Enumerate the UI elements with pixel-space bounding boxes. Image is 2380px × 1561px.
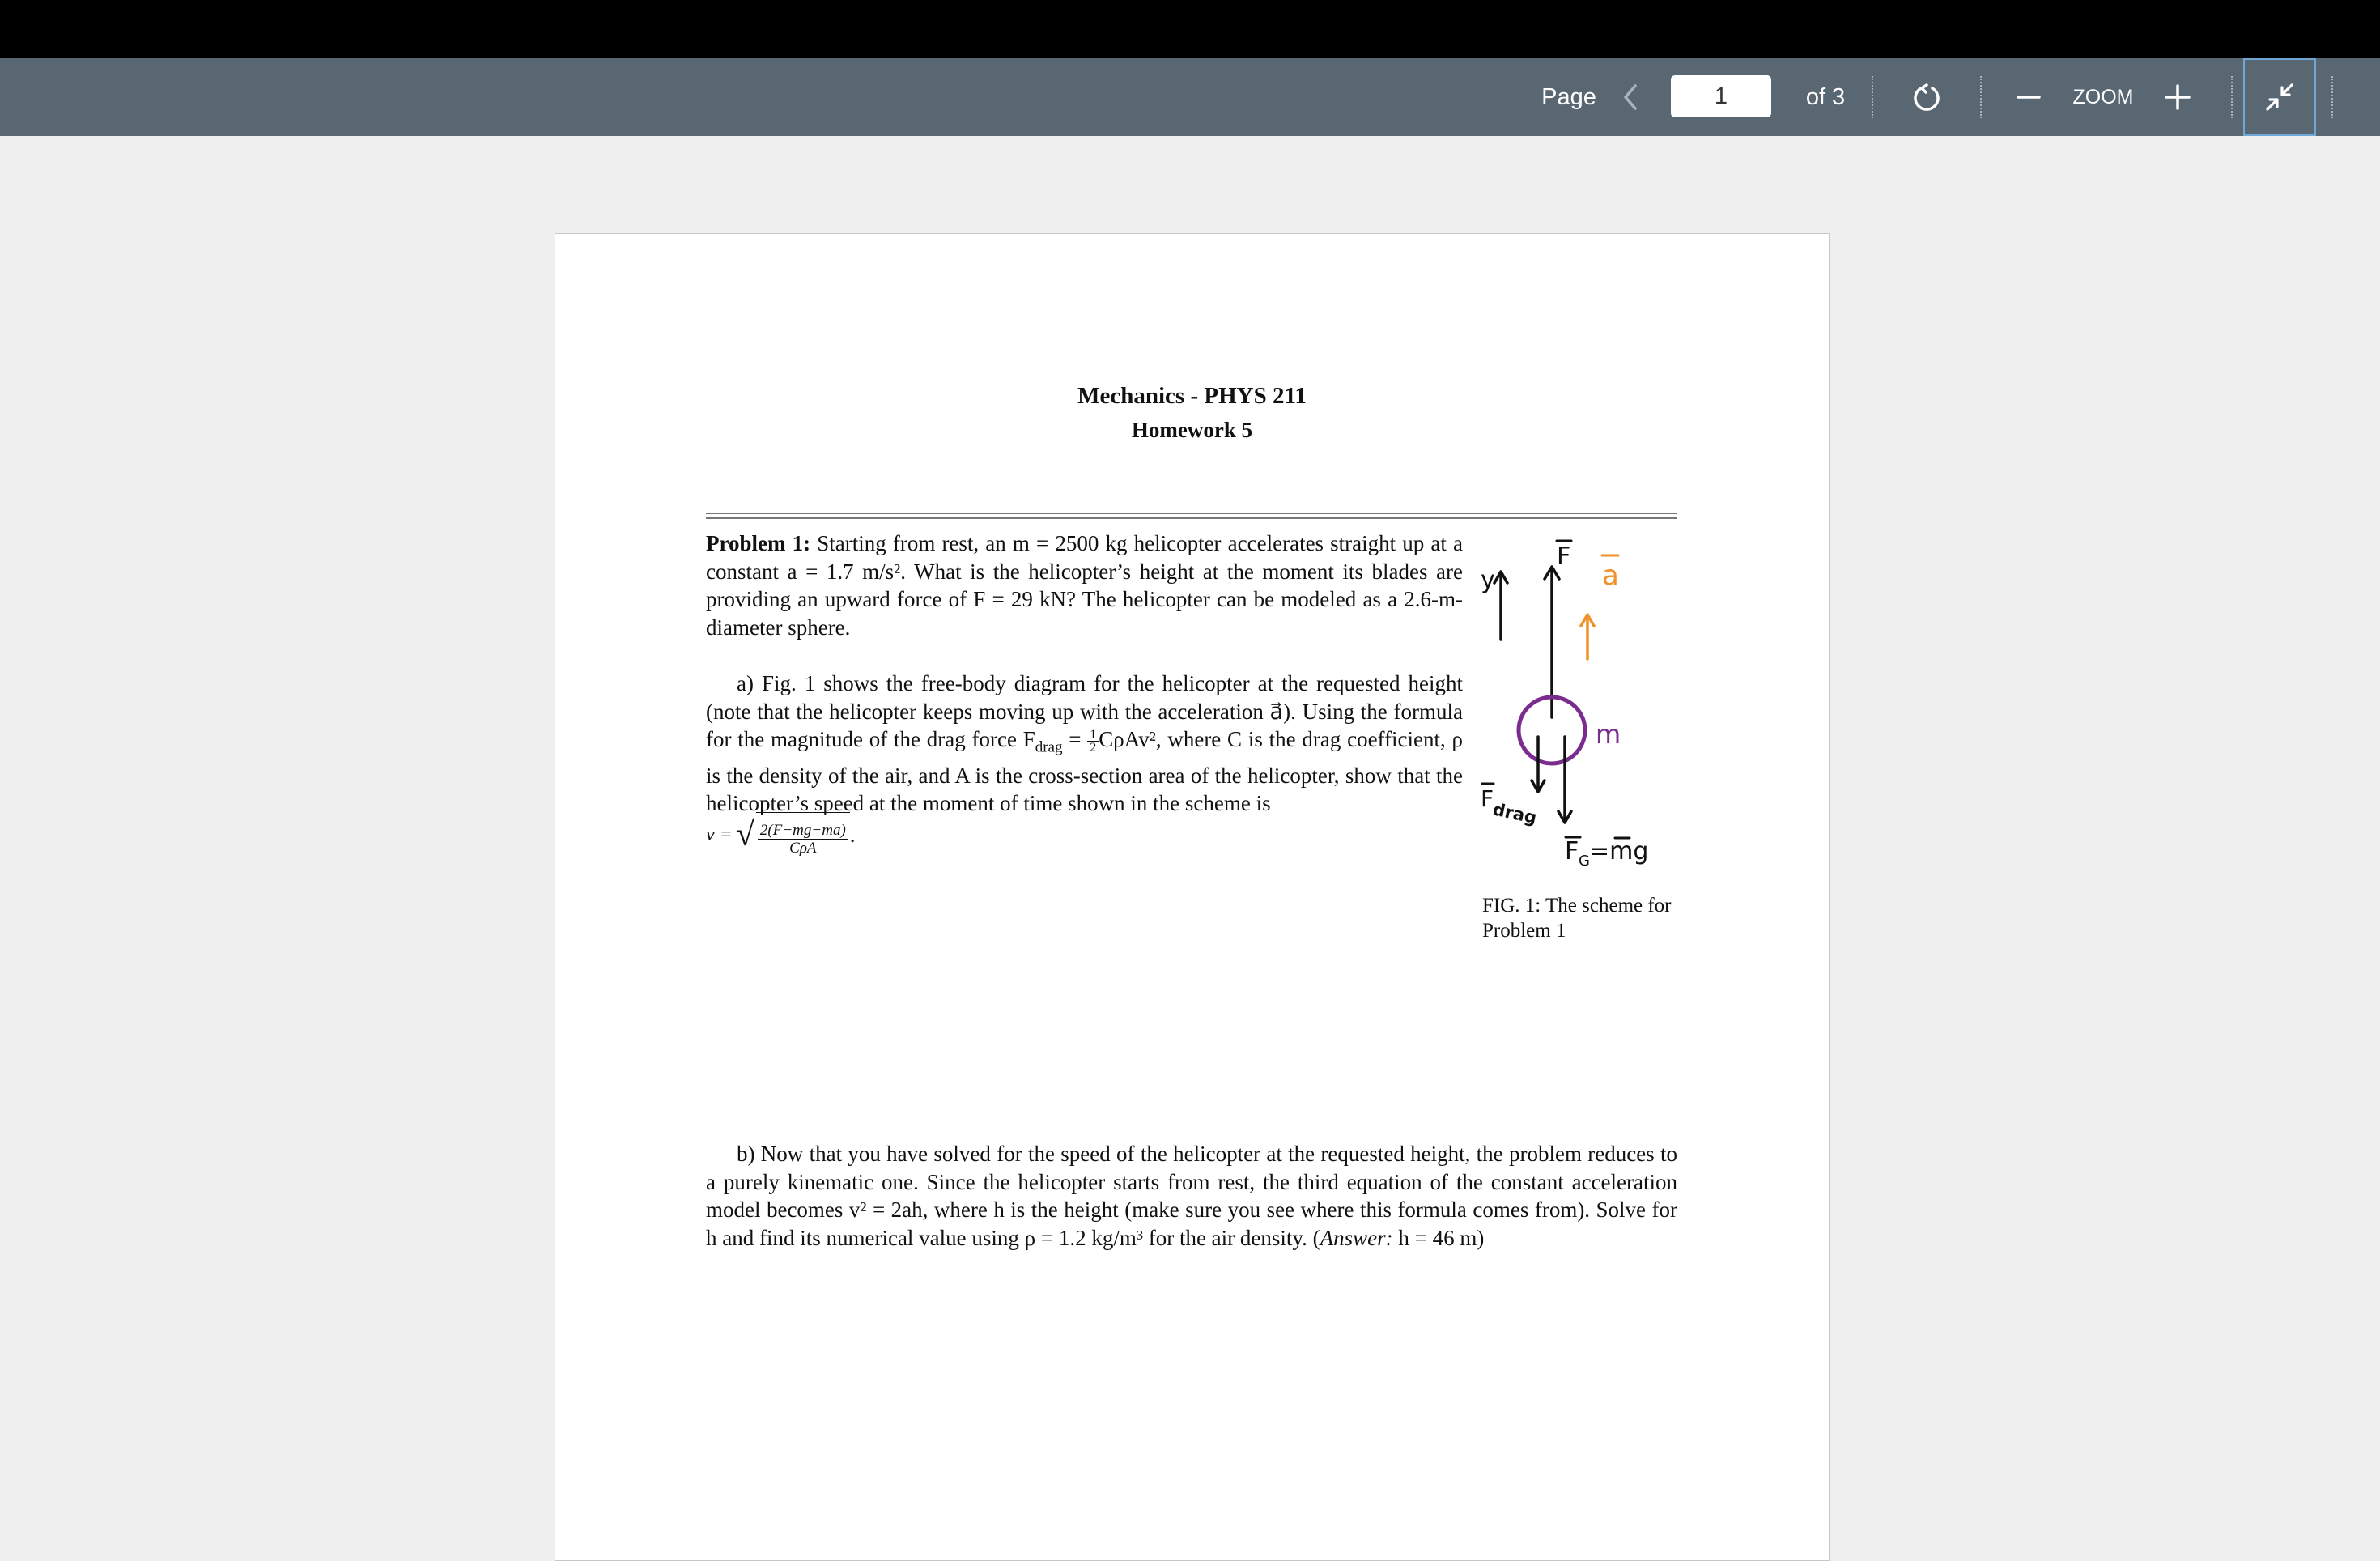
problem-1-text	[706, 530, 1463, 641]
speed-formula-lhs: v =	[706, 823, 733, 845]
speed-numerator: 2(F−mg−ma)	[758, 822, 848, 840]
figure-caption: FIG. 1: The scheme for Problem 1	[1482, 895, 1672, 942]
part-a-intro: a) Fig. 1 shows the free-body diagram for the helicopter at the requested height (note that the helicopter keeps moving up with the acceleration a⃗). Using the formula for the magnitude of the drag force F	[706, 671, 1463, 751]
free-body-diagram	[1481, 531, 1723, 870]
title-rule	[706, 517, 1677, 519]
zoom-label: ZOOM	[2072, 85, 2134, 108]
sqrt-sign: √	[735, 815, 754, 853]
y-axis-label: y	[1481, 566, 1495, 594]
gravity-force-label: F	[1565, 837, 1579, 866]
zoom-in-button[interactable]	[2160, 58, 2195, 136]
title-rule	[706, 513, 1677, 514]
gravity-equals-label: =mg	[1589, 837, 1649, 866]
part-b-text	[706, 1140, 1677, 1252]
acceleration-label: a	[1602, 559, 1619, 592]
speed-fraction	[758, 822, 848, 857]
next-page-button[interactable]	[1744, 58, 1783, 136]
plus-icon	[2165, 84, 2191, 110]
rotate-icon	[1910, 81, 1943, 113]
gravity-force-arrow	[1558, 737, 1571, 823]
sqrt-argument	[756, 812, 850, 857]
acceleration-arrow	[1581, 615, 1594, 659]
drag-force-label: F	[1481, 785, 1494, 812]
formula-period: .	[849, 822, 856, 847]
chevron-right-icon	[1755, 83, 1771, 111]
problem-1-body: Starting from rest, an m = 2500 kg helicopter accelerates straight up at a constant a = 1.7 m/s². What is the helicopter’s height at the moment its blades are providing an upward force of F = 29 kN? The helicopter can be modeled as a 2.6-m-diameter sphere.	[706, 531, 1463, 640]
collapse-icon	[2264, 82, 2295, 113]
force-up-label: F	[1557, 542, 1571, 571]
pdf-toolbar	[0, 58, 2380, 136]
answer-value: h = 46 m)	[1392, 1225, 1485, 1250]
exit-fullscreen-button[interactable]	[2243, 58, 2316, 136]
drag-force-arrow	[1532, 737, 1545, 792]
half-numerator: 1	[1087, 729, 1099, 742]
drag-subscript: drag	[1035, 738, 1063, 756]
y-axis-arrow	[1494, 572, 1507, 640]
zoom-out-button[interactable]	[2011, 58, 2046, 136]
document-viewport[interactable]	[0, 136, 2380, 1548]
toolbar-divider	[2331, 76, 2333, 118]
part-b-body: b) Now that you have solved for the speed of the helicopter at the requested height, the problem reduces to a purely kinematic one. Since the helicopter starts from rest, the third equation of the constant acceleration model becomes v² = 2ah, where h is the height (make sure you see where this formula comes from). Solve for h and find its numerical value using ρ = 1.2 kg/m³ for the air density. (	[706, 1142, 1677, 1250]
rotate-button[interactable]	[1907, 58, 1946, 136]
mass-label: m	[1596, 719, 1621, 750]
document-title: Mechanics - PHYS 211	[1077, 383, 1307, 409]
toolbar-divider	[1872, 76, 1873, 118]
answer-label: Answer:	[1320, 1225, 1393, 1250]
chevron-left-icon	[1622, 83, 1638, 111]
prev-page-button[interactable]	[1611, 58, 1650, 136]
part-a-body: CρAv², where C is the drag coefficient, ρ is the density of the air, and A is the cross-section area of the helicopter, show that the helicopter’s speed at the moment of time shown in the scheme is	[706, 727, 1464, 816]
drag-subscript-label: drag	[1490, 799, 1539, 828]
part-a-text	[706, 670, 1464, 857]
part-a-equals: =	[1062, 727, 1088, 751]
problem-1-label: Problem 1:	[706, 531, 811, 555]
document-subtitle: Homework 5	[1131, 418, 1253, 442]
speed-denominator: CρA	[789, 840, 817, 857]
minus-icon	[2017, 85, 2041, 109]
one-half-fraction	[1087, 729, 1099, 754]
speed-formula	[706, 815, 1463, 857]
toolbar-divider	[1980, 76, 1982, 118]
upward-force-arrow	[1545, 567, 1559, 717]
page-label: Page	[1541, 83, 1596, 110]
half-denominator: 2	[1090, 741, 1097, 755]
gravity-subscript-label: G	[1579, 853, 1590, 870]
toolbar-divider	[2231, 76, 2233, 118]
top-black-bar	[0, 0, 2380, 58]
page-total: of 3	[1805, 83, 1846, 110]
pdf-page	[555, 233, 1830, 1561]
